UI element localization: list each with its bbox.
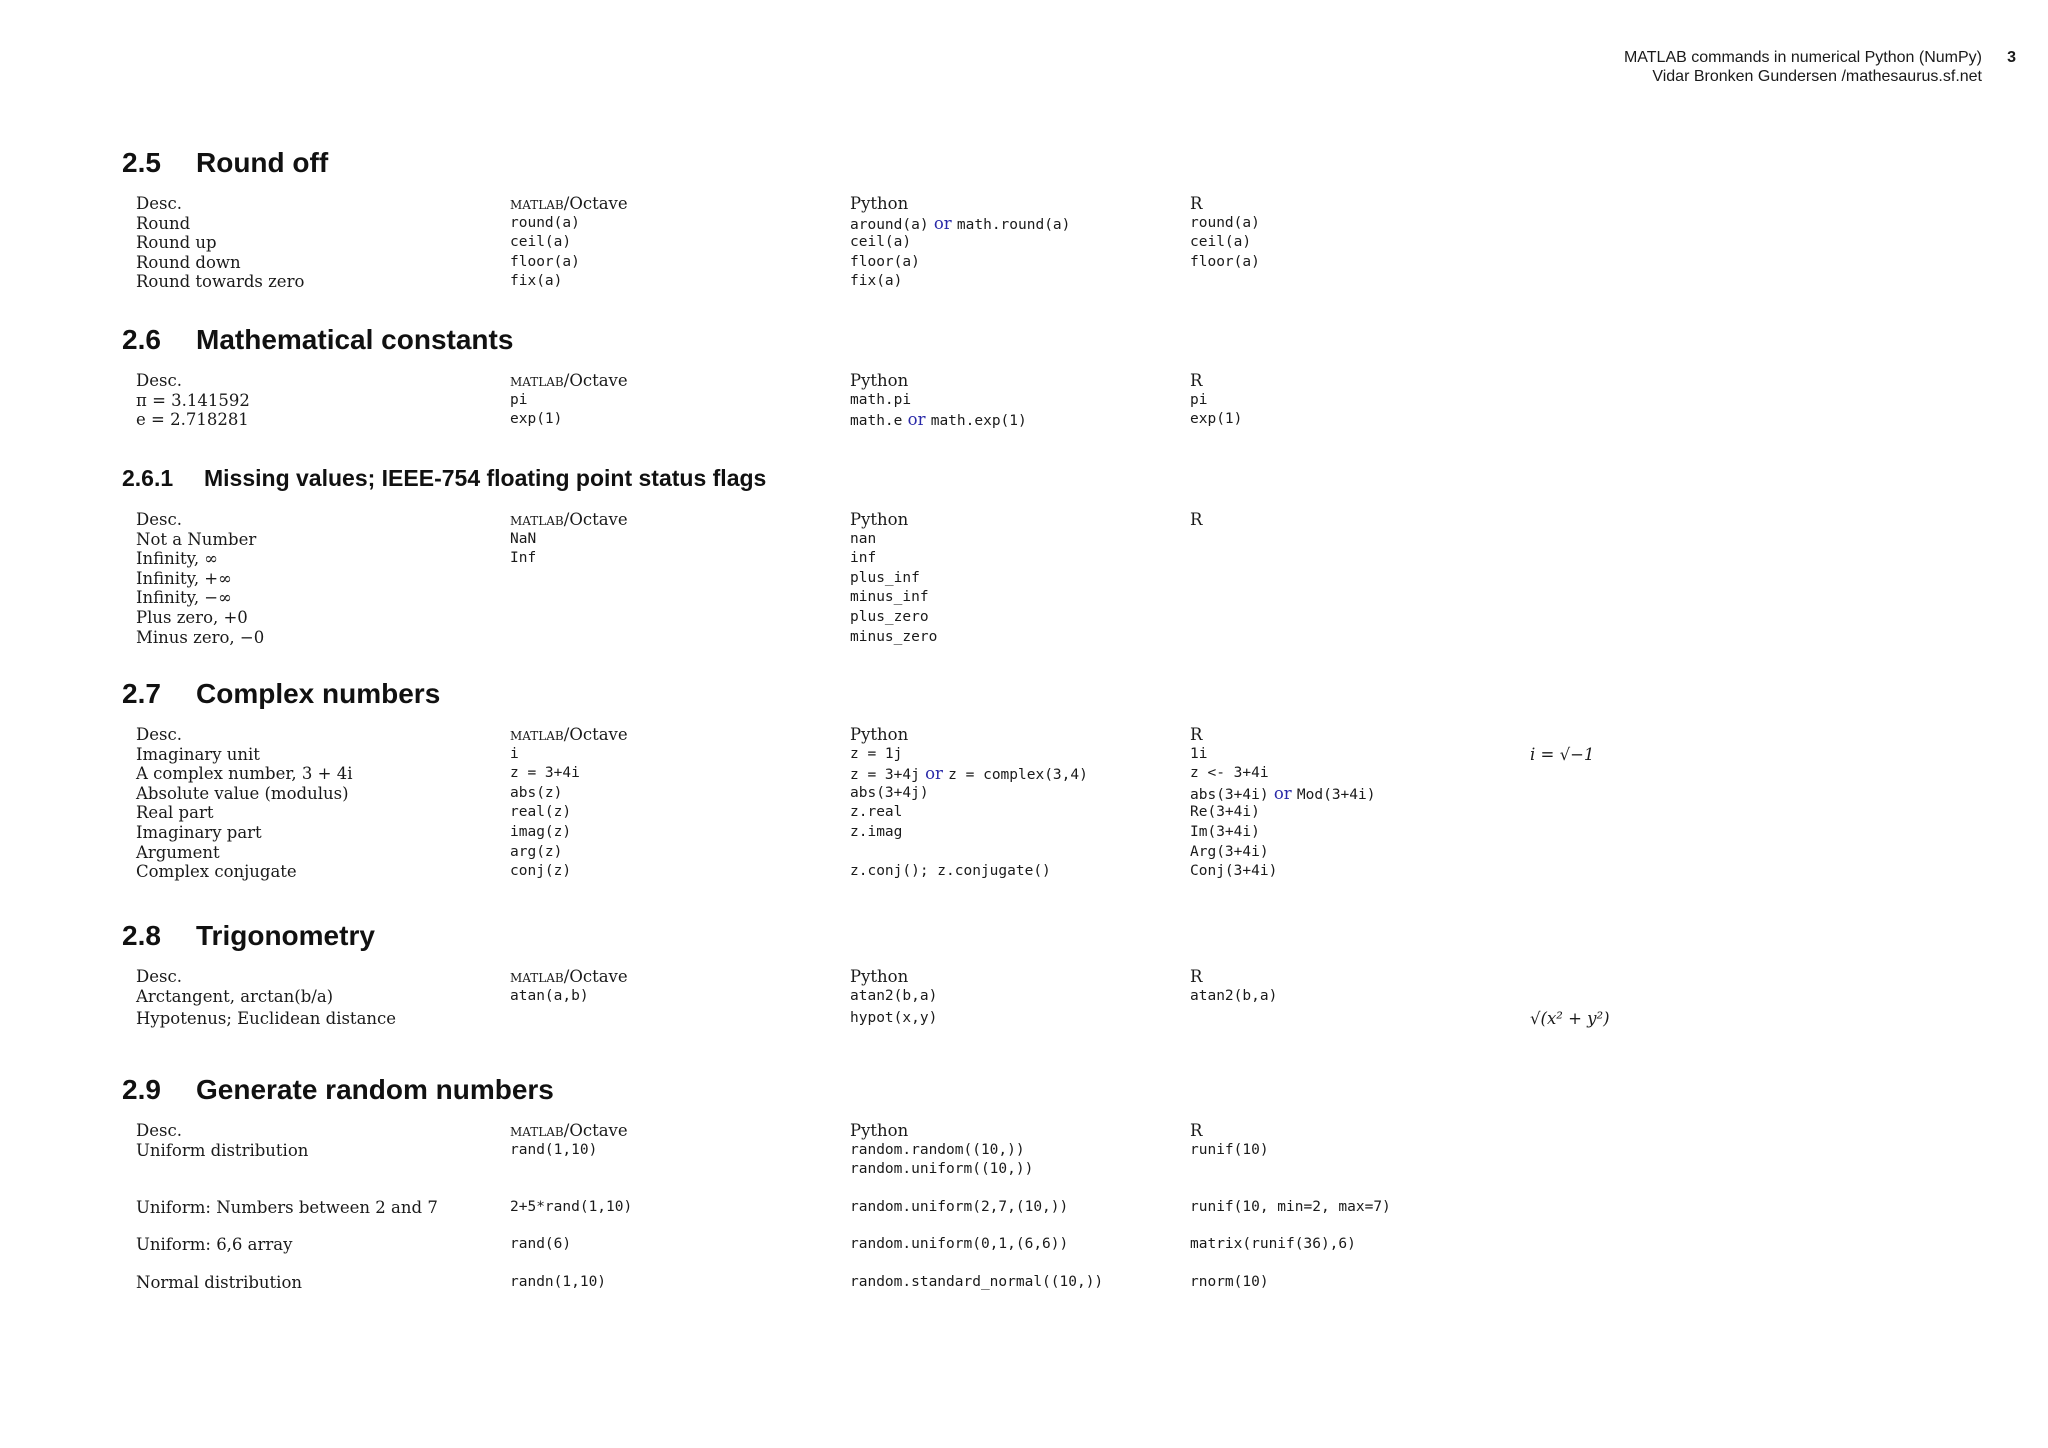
matlab-code: conj(z) [510, 863, 572, 880]
col-r-header: R [1190, 967, 1203, 986]
r-code: Conj(3+4i) [1190, 863, 1278, 880]
table-row [122, 862, 1622, 882]
table-row [122, 233, 1622, 253]
matlab-code: z = 3+4i [510, 765, 580, 782]
r-code: round(a) [1190, 214, 1260, 231]
section-mathematical-constants [122, 323, 1622, 430]
header-line-1 [1624, 48, 2016, 67]
table-row [122, 628, 1622, 648]
matlab-code: rand(1,10) [510, 1141, 598, 1158]
table-row [122, 1273, 1622, 1293]
header-author: Vidar Bronken Gundersen /mathesaurus.sf.net [1652, 68, 1982, 85]
row-desc: Absolute value (modulus) [136, 783, 349, 803]
r-code: Re(3+4i) [1190, 804, 1260, 821]
col-r-header: R [1190, 371, 1203, 390]
section-heading [122, 146, 1622, 180]
section-title: Complex numbers [196, 678, 441, 709]
section-number: 2.5 [122, 147, 161, 178]
col-r-header: R [1190, 510, 1203, 529]
table-row [122, 803, 1622, 823]
r-code: pi [1190, 391, 1208, 408]
matlab-code: pi [510, 391, 528, 408]
python-code: random.uniform(0,1,(6,6)) [850, 1236, 1069, 1253]
row-desc: Complex conjugate [136, 862, 297, 882]
row-desc: π = 3.141592 [136, 390, 250, 410]
r-code: ceil(a) [1190, 234, 1252, 251]
section-random-numbers [122, 1073, 1622, 1293]
python-code: z.imag [850, 823, 903, 840]
matlab-code: fix(a) [510, 273, 563, 290]
matlab-code: real(z) [510, 804, 572, 821]
matlab-code: abs(z) [510, 784, 563, 801]
matlab-code: Inf [510, 550, 537, 567]
col-r-header: R [1190, 194, 1203, 213]
python-code: floor(a) [850, 253, 920, 270]
section-complex-numbers [122, 677, 1622, 882]
document-title: MATLAB commands in numerical Python (NumPy) [1623, 49, 1982, 66]
r-code: matrix(runif(36),6) [1190, 1236, 1356, 1253]
table-header-row [122, 371, 1622, 391]
section-heading [122, 677, 1622, 711]
row-desc: Plus zero, +0 [136, 607, 248, 627]
table-row [122, 784, 1622, 804]
section-title: Round off [196, 147, 329, 178]
col-python-header: Python [850, 1121, 909, 1140]
col-python-header: Python [850, 725, 909, 744]
col-matlab-header: matlab/Octave [510, 371, 628, 390]
section-title: Trigonometry [196, 920, 375, 951]
note-formula: i = √−1 [1530, 744, 1595, 764]
row-desc: Round [136, 213, 191, 233]
python-code: plus_inf [850, 569, 920, 586]
r-code: floor(a) [1190, 253, 1260, 270]
matlab-code: round(a) [510, 214, 580, 231]
row-desc: Uniform: 6,6 array [136, 1235, 293, 1255]
python-code: minus_inf [850, 589, 929, 606]
row-desc: Not a Number [136, 529, 257, 549]
col-desc-header: Desc. [136, 510, 182, 529]
section-heading [122, 323, 1622, 357]
row-desc: e = 2.718281 [136, 410, 249, 430]
col-r-header: R [1190, 1121, 1203, 1140]
row-desc: Hypotenus; Euclidean distance [136, 1009, 397, 1029]
python-code: random.uniform(2,7,(10,)) [850, 1198, 1069, 1215]
python-code: fix(a) [850, 273, 903, 290]
row-desc: Infinity, ∞ [136, 549, 219, 569]
row-desc: Infinity, +∞ [136, 568, 232, 588]
row-desc: Infinity, −∞ [136, 588, 232, 608]
col-matlab-header: matlab/Octave [510, 967, 628, 986]
col-desc-header: Desc. [136, 725, 182, 744]
row-desc: A complex number, 3 + 4i [136, 764, 353, 784]
section-number: 2.8 [122, 920, 161, 951]
section-number: 2.7 [122, 678, 161, 709]
subsection-heading [122, 464, 1622, 492]
table-row [122, 253, 1622, 273]
row-desc: Round up [136, 233, 217, 253]
matlab-code: atan(a,b) [510, 987, 589, 1004]
col-python-header: Python [850, 967, 909, 986]
section-number: 2.9 [122, 1074, 161, 1105]
section-missing-values [122, 464, 1622, 647]
table-header-row [122, 510, 1622, 530]
python-code-alt: random.uniform((10,)) [850, 1161, 1034, 1178]
python-code: random.random((10,)) [850, 1141, 1025, 1158]
table-row [122, 823, 1622, 843]
python-code: z = 3+4j or z = complex(3,4) [850, 764, 1088, 784]
matlab-code: ceil(a) [510, 234, 572, 251]
row-desc: Round down [136, 252, 241, 272]
row-desc: Uniform distribution [136, 1140, 309, 1160]
note-formula: √(x² + y²) [1530, 1009, 1610, 1029]
table-header-row [122, 967, 1622, 987]
page-header [1624, 48, 2016, 86]
matlab-code: NaN [510, 530, 537, 547]
python-code: z.conj(); z.conjugate() [850, 863, 1051, 880]
row-desc: Round towards zero [136, 272, 305, 292]
python-code: nan [850, 530, 877, 547]
table-row [122, 530, 1622, 550]
row-desc: Argument [136, 842, 220, 862]
r-code: abs(3+4i) or Mod(3+4i) [1190, 783, 1376, 803]
row-desc: Arctangent, arctan(b/a) [136, 986, 334, 1006]
table-row [122, 410, 1622, 430]
table-row [122, 608, 1622, 628]
col-desc-header: Desc. [136, 967, 182, 986]
python-code: z = 1j [850, 745, 903, 762]
r-code: z <- 3+4i [1190, 765, 1269, 782]
table-row [122, 764, 1622, 784]
col-matlab-header: matlab/Octave [510, 725, 628, 744]
table-header-row [122, 725, 1622, 745]
table-row [122, 214, 1622, 234]
python-code: math.e or math.exp(1) [850, 410, 1027, 430]
python-code: minus_zero [850, 628, 938, 645]
section-heading [122, 1073, 1622, 1107]
section-heading [122, 919, 1622, 953]
table-row [122, 843, 1622, 863]
matlab-code: 2+5*rand(1,10) [510, 1198, 633, 1215]
section-title: Mathematical constants [196, 324, 514, 355]
table-row [122, 391, 1622, 411]
col-matlab-header: matlab/Octave [510, 510, 628, 529]
r-code: rnorm(10) [1190, 1273, 1269, 1290]
table-row [122, 1006, 1622, 1032]
section-trigonometry [122, 919, 1622, 1032]
row-desc: Imaginary unit [136, 744, 260, 764]
python-code: plus_zero [850, 608, 929, 625]
table-header-row [122, 194, 1622, 214]
table-row [122, 569, 1622, 589]
r-code: runif(10) [1190, 1141, 1269, 1158]
r-code: exp(1) [1190, 411, 1243, 428]
col-python-header: Python [850, 371, 909, 390]
table-row [122, 272, 1622, 292]
matlab-code: imag(z) [510, 823, 572, 840]
matlab-code: rand(6) [510, 1236, 572, 1253]
r-code: atan2(b,a) [1190, 987, 1278, 1004]
section-number: 2.6 [122, 324, 161, 355]
col-matlab-header: matlab/Octave [510, 1121, 628, 1140]
table-row [122, 987, 1622, 1007]
matlab-code: i [510, 745, 519, 762]
col-python-header: Python [850, 194, 909, 213]
row-desc: Imaginary part [136, 822, 262, 842]
table-row [122, 549, 1622, 569]
row-desc: Minus zero, −0 [136, 627, 265, 647]
r-code: Im(3+4i) [1190, 823, 1260, 840]
python-code: around(a) or math.round(a) [850, 213, 1071, 233]
table-row [122, 588, 1622, 608]
row-desc: Real part [136, 803, 214, 823]
r-code: Arg(3+4i) [1190, 843, 1269, 860]
python-code: math.pi [850, 391, 912, 408]
python-code: inf [850, 550, 877, 567]
python-code: abs(3+4j) [850, 784, 929, 801]
python-code: hypot(x,y) [850, 1010, 938, 1027]
table-header-row [122, 1121, 1622, 1141]
matlab-code: floor(a) [510, 253, 580, 270]
col-r-header: R [1190, 725, 1203, 744]
python-code: random.standard_normal((10,)) [850, 1273, 1104, 1290]
row-desc: Uniform: Numbers between 2 and 7 [136, 1197, 438, 1217]
col-desc-header: Desc. [136, 1121, 182, 1140]
r-code: runif(10, min=2, max=7) [1190, 1198, 1391, 1215]
python-code: z.real [850, 804, 903, 821]
python-code: ceil(a) [850, 234, 912, 251]
matlab-code: exp(1) [510, 411, 563, 428]
table-row [122, 745, 1622, 765]
section-number: 2.6.1 [122, 465, 174, 491]
page-number: 3 [2007, 49, 2016, 66]
row-desc: Normal distribution [136, 1272, 303, 1292]
col-desc-header: Desc. [136, 194, 182, 213]
section-round-off [122, 146, 1622, 292]
col-python-header: Python [850, 510, 909, 529]
table-row [122, 1198, 1622, 1218]
col-matlab-header: matlab/Octave [510, 194, 628, 213]
python-code: atan2(b,a) [850, 987, 938, 1004]
matlab-code: arg(z) [510, 843, 563, 860]
matlab-code: randn(1,10) [510, 1273, 607, 1290]
section-title: Missing values; IEEE-754 floating point status flags [204, 465, 767, 491]
section-title: Generate random numbers [196, 1074, 554, 1105]
col-desc-header: Desc. [136, 371, 182, 390]
table-row [122, 1141, 1622, 1180]
r-code: 1i [1190, 745, 1208, 762]
table-row [122, 1235, 1622, 1255]
